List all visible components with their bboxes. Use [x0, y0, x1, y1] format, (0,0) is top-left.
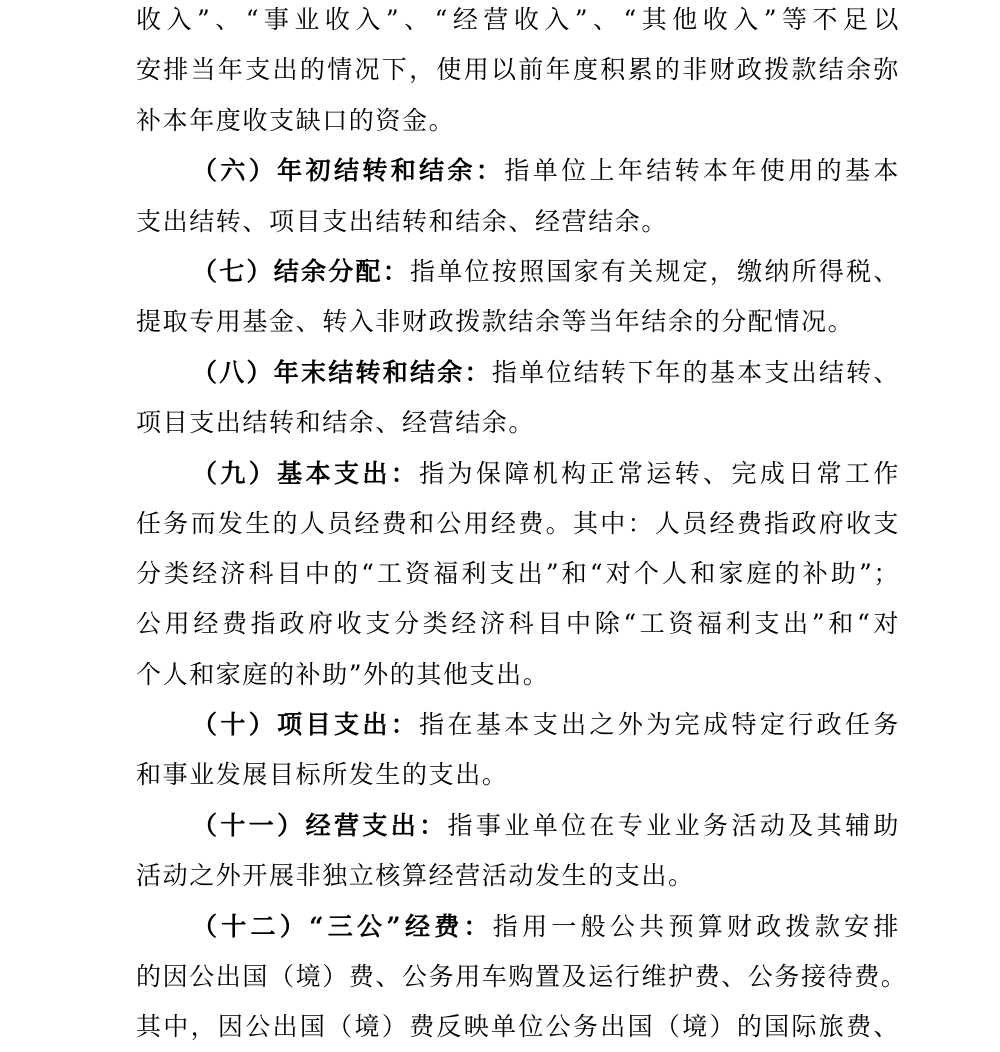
paragraph-first-line [192, 700, 900, 750]
body-line: 提取专用基金、转入非财政拨款结余等当年结余的分配情况。 [136, 307, 855, 336]
paragraph-first-line [192, 801, 900, 851]
paragraph-first-line [192, 902, 900, 952]
term-heading: （七）结余分配： [192, 257, 411, 286]
term-heading: （十二）“三公”经费： [192, 912, 493, 941]
body-line: 项目支出结转和结余、经营结余。 [136, 408, 536, 437]
body-line: 公用经费指政府收支分类经济科目中除“工资福利支出”和“对 [136, 609, 900, 638]
term-definition: 指单位上年结转本年使用的基本 [504, 156, 900, 185]
term-heading: （八）年末结转和结余： [192, 358, 492, 387]
body-line: 任务而发生的人员经费和公用经费。其中：人员经费指政府收支 [136, 509, 900, 538]
term-definition: 指用一般公共预算财政拨款安排 [492, 912, 900, 941]
body-line: 分类经济科目中的“工资福利支出”和“对个人和家庭的补助”； [136, 559, 900, 588]
term-heading: （十一）经营支出： [192, 811, 448, 840]
body-line: 和事业发展目标所发生的支出。 [136, 760, 509, 789]
term-heading: （六）年初结转和结余： [192, 156, 505, 185]
body-line: 支出结转、项目支出结转和结余、经营结余。 [136, 207, 669, 236]
body-line: 安排当年支出的情况下，使用以前年度积累的非财政拨款结余弥 [136, 55, 900, 84]
term-definition: 指为保障机构正常运转、完成日常工作 [419, 459, 900, 488]
body-line: 收入”、“事业收入”、“经营收入”、“其他收入”等不足以 [136, 5, 900, 34]
body-line: 的因公出国（境）费、公务用车购置及运行维护费、公务接待费。 [136, 962, 908, 991]
paragraph-first-line [192, 247, 900, 297]
body-line: 个人和家庭的补助”外的其他支出。 [136, 660, 550, 689]
paragraph-first-line [192, 146, 900, 196]
term-definition: 指单位结转下年的基本支出结转、 [491, 358, 900, 387]
term-definition: 指单位按照国家有关规定，缴纳所得税、 [410, 257, 900, 286]
body-line: 活动之外开展非独立核算经营活动发生的支出。 [136, 861, 695, 890]
term-heading: （九）基本支出： [192, 459, 420, 488]
body-line: 其中，因公出国（境）费反映单位公务出国（境）的国际旅费、 [136, 1012, 900, 1041]
paragraph-first-line [192, 348, 900, 398]
term-heading: （十）项目支出： [192, 710, 420, 739]
term-definition: 指事业单位在专业业务活动及其辅助 [447, 811, 900, 840]
term-definition: 指在基本支出之外为完成特定行政任务 [419, 710, 900, 739]
paragraph-first-line [192, 449, 900, 499]
body-line: 补本年度收支缺口的资金。 [136, 106, 456, 135]
